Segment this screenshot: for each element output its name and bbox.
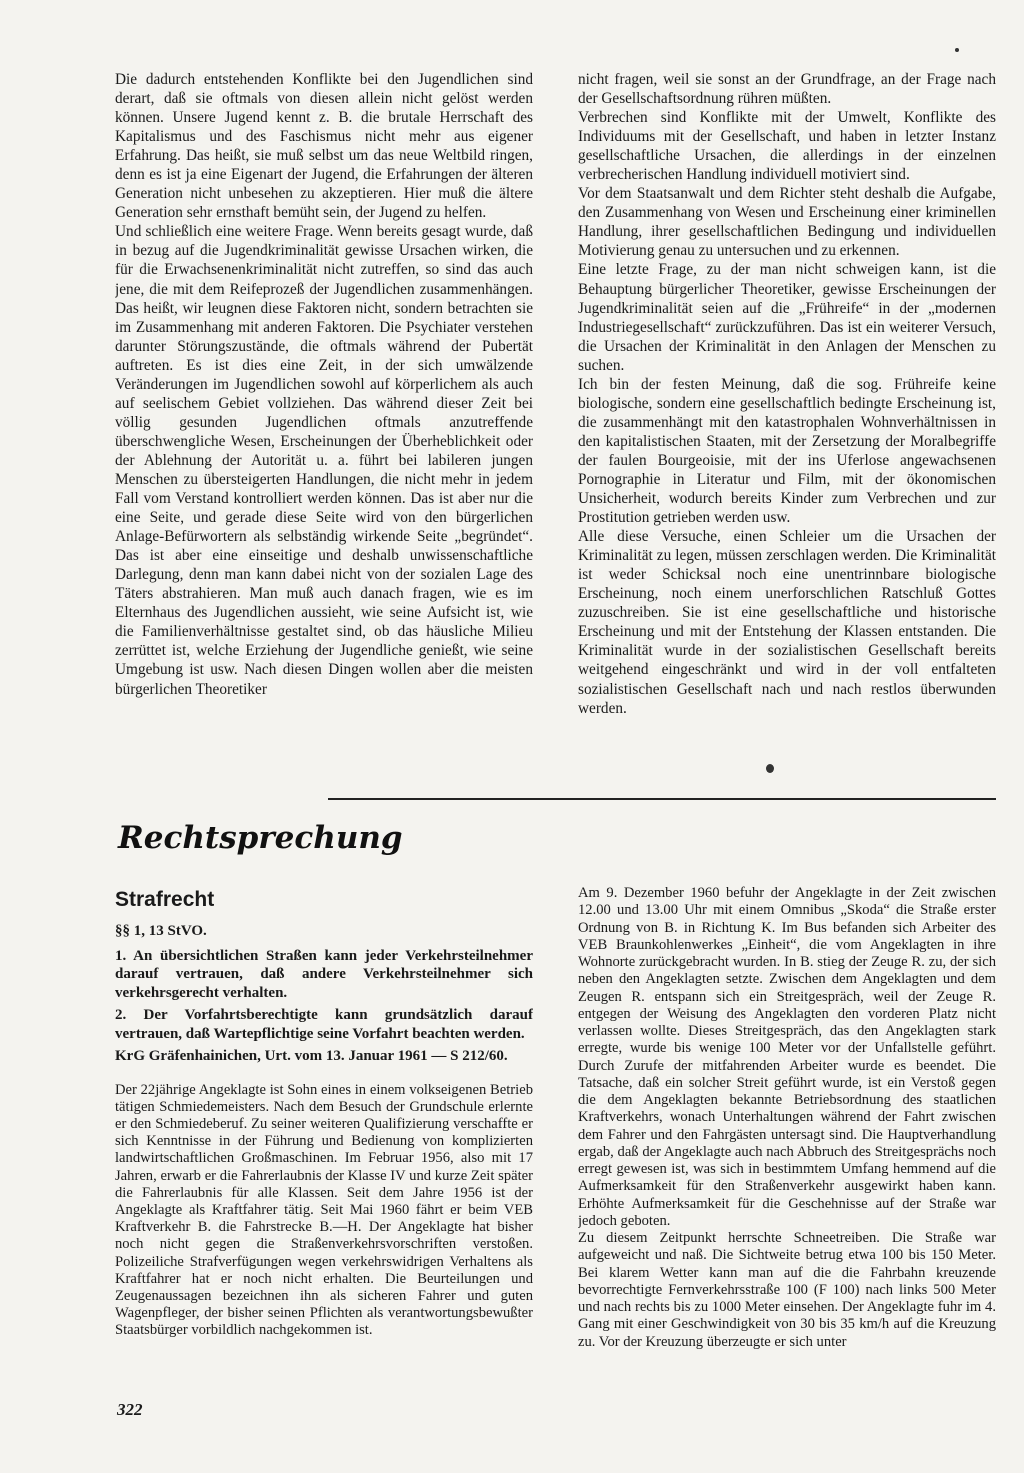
headnote: 1. An übersichtlichen Straßen kann jeder Verkehrsteilnehmer darauf vertrauen, daß andere Verkehrsteilnehmer sich verkehrsgerecht verhalten. — [115, 947, 533, 1001]
paragraph: Am 9. Dezember 1960 befuhr der Angeklagte in der Zeit zwischen 12.00 und 13.00 Uhr mit einem Omnibus „Skoda“ die Straße erster Ordnung von B. in Richtung K. Im Bus befanden sich Arbeiter des VEB Braunkohlenwerkes „Einheit“, die vom Angeklagten in ihre Wohnorte zurückgebracht wurden. In B. stieg der Zeuge R. zu, der sich neben den Angeklagten setzte. Zwischen dem Angeklagten und dem Zeugen R. entspann sich ein Streitgespräch, weil der Zeuge R. entgegen der Weisung des Angeklagten den vorderen Platz nicht verlassen wollte. Dieses Streitgespräch, das den Angeklagten stark erregte, wurde bis wenige 100 Meter vor der Unfallstelle geführt. Durch Zurufe der mitfahrenden Arbeiter wurde es beendet. Die Tatsache, daß ein solcher Streit geführt wurde, ist ein Verstoß gegen die dem Angeklagten bekannte Betriebsordnung des staatlichen Kraftverkehrs, wonach Unterhaltungen während der Fahrt zwischen dem Fahrer und den Fahrgästen untersagt sind. Die Hauptverhandlung ergab, daß der Angeklagte auch nach Abbruch des Streitgesprächs noch erregt gewesen ist, was sich in bestimmtem Umfang hemmend auf die Aufmerksamkeit für den Straßenverkehr ausgewirkt haben kann. Erhöhte Aufmerksamkeit für die Geschehnisse auf der Straße war jedoch geboten. — [578, 885, 996, 1229]
statute-reference: §§ 1, 13 StVO. — [115, 923, 207, 939]
section-divider — [328, 798, 996, 800]
paragraph: Der 22jährige Angeklagte ist Sohn eines in einem volkseigenen Betrieb tätigen Schmiedemeisters. Nach dem Besuch der Grundschule erlernte er den Schmiedeberuf. Zu seiner weiteren Qualifizierung verschaffte er sich Kenntnisse in der Führung und Bedienung von komplizierten landwirtschaftlichen Großmaschinen. Im Februar 1956, also mit 17 Jahren, erwarb er die Fahrerlaubnis der Klasse IV und kurze Zeit später die Fahrerlaubnis für alle Klassen. Seit dem Jahre 1956 ist der Angeklagte als Kraftfahrer tätig. Seit Mai 1960 fährt er beim VEB Kraftverkehr B. die Fahrstrecke B.—H. Der Angeklagte hat bisher noch nicht gegen die Straßenverkehrsvorschriften verstoßen. Polizeiliche Strafverfügungen wegen verkehrswidrigen Verhaltens als Kraftfahrer hat er noch nicht erhalten. Die Beurteilungen und Zeugenaussagen bezeichnen ihn als sicheren Fahrer und guten Wagenpfleger, der bisher seinen Pflichten als verantwortungsbewußter Staatsbürger vorbildlich nachgekommen ist. — [115, 1081, 533, 1339]
paragraph: Und schließlich eine weitere Frage. Wenn bereits gesagt wurde, daß in bezug auf die Jugendkriminalität gewisse Ursachen wirken, die für die Erwachsenenkriminalität nicht zutreffen, so sind das auch jene, die mit dem Reifeprozeß der Jugendlichen zusammenhängen. Das heißt, wir leugnen diese Faktoren nicht, sondern betrachten sie im Zusammenhang mit anderen Faktoren. Die Psychiater verstehen darunter Störungszustände, die oftmals während der Pubertät auftreten. Es ist dies eine Zeit, in der sich umwälzende Veränderungen im Jugendlichen sowohl auf körperlichem als auch auf seelischem Gebiet vollziehen. Das während dieser Zeit bei völlig gesunden Jugendlichen oftmals anzutreffende überschwengliche Wesen, Erscheinungen der Überheblichkeit oder der Ablehnung der Autorität u. a. führt bei labileren jungen Menschen zu übersteigerten Handlungen, die nicht mehr in jedem Fall vom Verstand kontrolliert werden können. Das ist aber nur die eine Seite, und gerade diese Seite wird von den bürgerlichen Anlage-Befürwortern als selbständig wirkende Seite „begründet“. Das ist aber eine einseitige und deshalb unwissenschaftliche Darlegung, denn man kann dabei nicht von der sozialen Lage des Täters abstrahieren. Man muß auch danach fragen, wie es im Elternhaus des Jugendlichen aussieht, wie seine Aufsicht ist, wie die Familienverhältnisse gestaltet sind, ob das häusliche Milieu zerrüttet ist, welche Erziehung der Jugendliche genießt, wie seine Umgebung ist usw. Nach diesen Dingen wollen aber die meisten bürgerlichen Theoretiker — [115, 223, 533, 698]
case-column-left — [115, 888, 533, 1340]
section-title: Strafrecht — [115, 888, 215, 911]
paragraph: Eine letzte Frage, zu der man nicht schweigen kann, ist die Behauptung bürgerlicher Theoretiker, gewisse Erscheinungen der Jugendkriminalität seien auf die „Frühreife“ in der „modernen Industriegesellschaft“ zurückzuführen. Das ist ein weiterer Versuch, die Ursachen der Kriminalität in den Anlagen der Menschen zu suchen. — [578, 261, 996, 374]
ink-speck — [955, 48, 959, 52]
headnote: 2. Der Vorfahrtsberechtigte kann grundsätzlich darauf vertrauen, daß Wartepflichtige seine Vorfahrt beachten werden. — [115, 1007, 533, 1042]
paragraph: Zu diesem Zeitpunkt herrschte Schneetreiben. Die Straße war aufgeweicht und naß. Die Sichtweite betrug etwa 100 bis 150 Meter. Bei klarem Wetter kann man auf die die Fahrbahn kreuzende bevorrechtigte Fernverkehrsstraße 100 (F 100) nach links 500 Meter und nach rechts bis zu 1000 Meter einsehen. Der Angeklagte fuhr im 4. Gang mit einer Geschwindigkeit von 30 bis 35 km/h auf die Kreuzung zu. Vor der Kreuzung überzeugte er sich unter — [578, 1230, 996, 1350]
page-number: 322 — [117, 1400, 143, 1419]
paragraph: Verbrechen sind Konflikte mit der Umwelt, Konflikte des Individuums mit der Gesellschaft, und haben in letzter Instanz gesellschaftliche Ursachen, die allerdings in der einzelnen verbrecherischen Handlung individuell motiviert sind. — [578, 109, 996, 184]
article-column-left — [115, 70, 533, 699]
article-column-right — [578, 70, 996, 718]
paragraph: Ich bin der festen Meinung, daß die sog. Frühreife keine biologische, sondern eine gesellschaftlich bedingte Erscheinung ist, die zusammenhängt mit den katastrophalen Wohnverhältnissen in den kapitalistischen Staaten, mit der Zersetzung der Moralbegriffe der faulen Bourgeoisie, mit der ins Uferlose angewachsenen Pornographie in Literatur und Film, mit der ökonomischen Unsicherheit, wodurch bereits Kinder zum Verbrechen und zur Prostitution getrieben werden usw. — [578, 375, 996, 527]
rubric-heading: Rechtsprechung — [118, 820, 403, 856]
court-reference: KrG Gräfenhainichen, Urt. vom 13. Januar 1961 — S 212/60. — [115, 1048, 508, 1064]
paragraph: Alle diese Versuche, einen Schleier um die Ursachen der Kriminalität zu legen, müssen zerschlagen werden. Die Kriminalität ist weder Schicksal noch eine unentrinnbare biologische Erscheinung, noch einem unerforschlichen Ratschluß Gottes zuzuschreiben. Sie ist eine gesellschaftliche und historische Erscheinung und mit der Entstehung der Klassen entstanden. Die Kriminalität wurde in der sozialistischen Gesellschaft bereits weitgehend eingeschränkt und wird in der voll entfalteten sozialistischen Gesellschaft nach und nach restlos überwunden werden. — [578, 528, 996, 717]
paragraph: nicht fragen, weil sie sonst an der Grundfrage, an der Frage nach der Gesellschaftsordnung rühren müßten. — [578, 71, 996, 108]
case-column-right — [578, 885, 996, 1351]
paragraph: Vor dem Staatsanwalt und dem Richter steht deshalb die Aufgabe, den Zusammenhang von Wesen und Erscheinung einer kriminellen Handlung, ihrer gesellschaftlichen Bedingung und individuellen Motivierung genau zu untersuchen und zu erkennen. — [578, 185, 996, 260]
paragraph: Die dadurch entstehenden Konflikte bei den Jugendlichen sind derart, daß sie oftmals von diesen allein nicht gelöst werden können. Unsere Jugend kennt z. B. die brutale Herrschaft des Kapitalismus und des Faschismus nicht mehr aus eigener Erfahrung. Das heißt, sie muß selbst um das neue Weltbild ringen, denn es ist ja eine Eigenart der Jugend, die Erfahrungen der älteren Generation nicht unbesehen zu akzeptieren. Hier muß die ältere Generation sehr ernsthaft bemüht sein, der Jugend zu helfen. — [115, 71, 533, 222]
ink-speck — [766, 764, 774, 773]
